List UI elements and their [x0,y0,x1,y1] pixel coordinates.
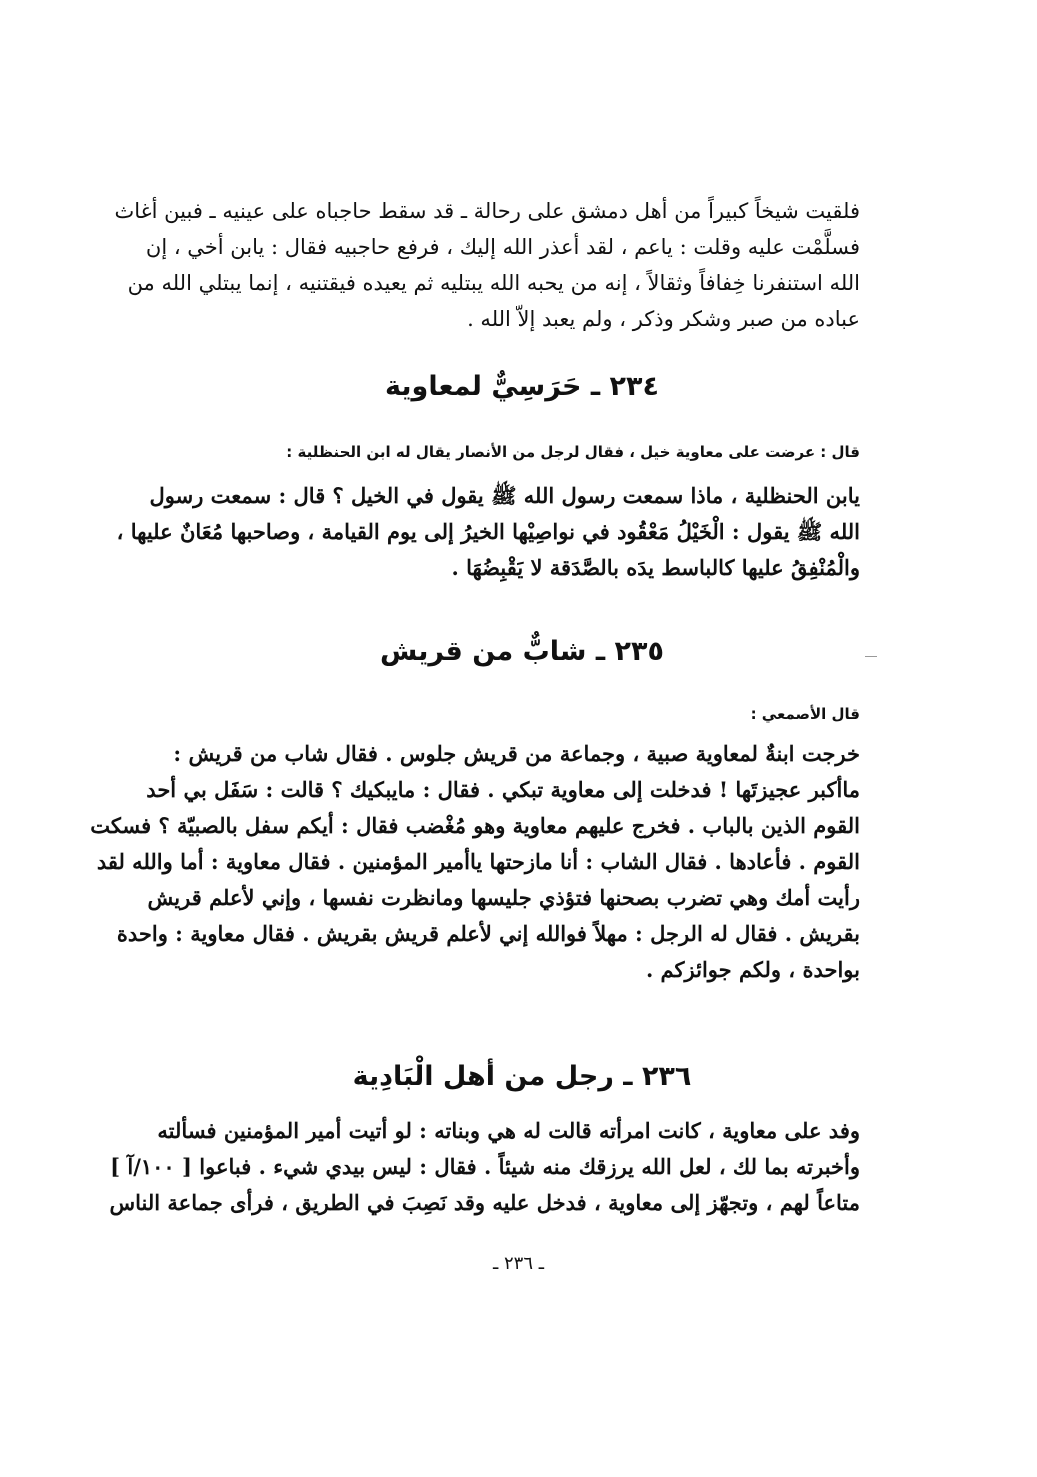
section-intro-235: قال الأصمعي : [750,705,860,723]
paragraph-continuation [114,193,860,337]
text-line: وفد على معاوية ، كانت امرأته قالت له هي وبناته : لو أتيت أمير المؤمنين فسألته [157,1118,860,1143]
section-intro-234: قال : عرضت على معاوية خيل ، فقال لرجل من الأنصار يقال له ابن الحنظلية : [286,443,860,461]
text-line: متاعاً لهم ، وتجهّز إلى معاوية ، فدخل عليه وقد نَصِبَ في الطريق ، فرأى جماعة الناس [109,1190,860,1215]
text-line: وأخبرته بما لك ، لعل الله يرزقك منه شيئاً . فقال : ليس بيدي شيء . فباعوا [ ١٠٠/آ ] [110,1154,860,1179]
text-line: فسلَّمْت عليه وقلت : ياعم ، لقد أعذر الله إليك ، فرفع حاجبيه فقال : يابن أخي ، إن [145,235,860,259]
text-line: فلقيت شيخاً كبيراً من أهل دمشق على رحالة ـ قد سقط حاجباه على عينيه ـ فبين أغاث [114,199,860,223]
text-line: ماأكبر عجيزتَها ! فدخلت إلى معاوية تبكي . فقال : مايبكيك ؟ قالت : سَفَل بي أحد [146,777,860,802]
text-line: رأيت أمك وهي تضرب بصحنها فتؤذي جليسها ومانظرت نفسها ، وإني لأعلم قريش [147,885,860,910]
section-heading-235: ٢٣٥ ـ شابٌّ من قريش [380,636,664,667]
text-line: القوم . فأعادها . فقال الشاب : أنا مازحتها ياأمير المؤمنين . فقال معاوية : أما والله لقد [96,849,860,874]
text-line: القوم الذين بالباب . فخرج عليهم معاوية وهو مُغْضب فقال : أيكم سفل بالصبيّة ؟ فسكت [90,813,860,838]
text-line: بواحدة ، ولكم جوائزكم . [645,957,860,982]
section-heading-234: ٢٣٤ ـ حَرَسِيٌّ لمعاوية [385,371,659,402]
paragraph-236 [109,1113,860,1221]
paragraph-235 [90,736,860,988]
section-heading-236: ٢٣٦ ـ رجل من أهل الْبَادِية [352,1061,692,1092]
text-line: بقريش . فقال له الرجل : مهلاً فوالله إني لأعلم قريش بقريش . فقال معاوية : واحدة [116,921,860,946]
margin-mark [865,656,877,657]
text-line: الله ﷺ يقول : الْخَيْلُ مَعْقُود في نواصِيْها الخيرُ إلى يوم القيامة ، وصاحبها مُعَانٌ عليها ، [116,519,860,544]
text-line: الله استنفرنا خِفافاً وثقالاً ، إنه من يحبه الله يبتليه ثم يعيده فيقتنيه ، إنما يبتلي الله من [127,271,860,295]
paragraph-234 [116,478,860,586]
text-line: يابن الحنظلية ، ماذا سمعت رسول الله ﷺ يقول في الخيل ؟ قال : سمعت رسول [149,483,860,508]
text-line: والْمُنْفِقُ عليها كالباسط يدَه بالصَّدَقة لا يَقْبِضُهَا . [451,555,860,580]
text-line: خرجت ابنةٌ لمعاوية صبية ، وجماعة من قريش جلوس . فقال شاب من قريش : [173,741,860,766]
page-number: ـ ٢٣٦ ـ [492,1253,544,1274]
text-line: عباده من صبر وشكر وذكر ، ولم يعبد إلاّ الله . [467,307,860,331]
